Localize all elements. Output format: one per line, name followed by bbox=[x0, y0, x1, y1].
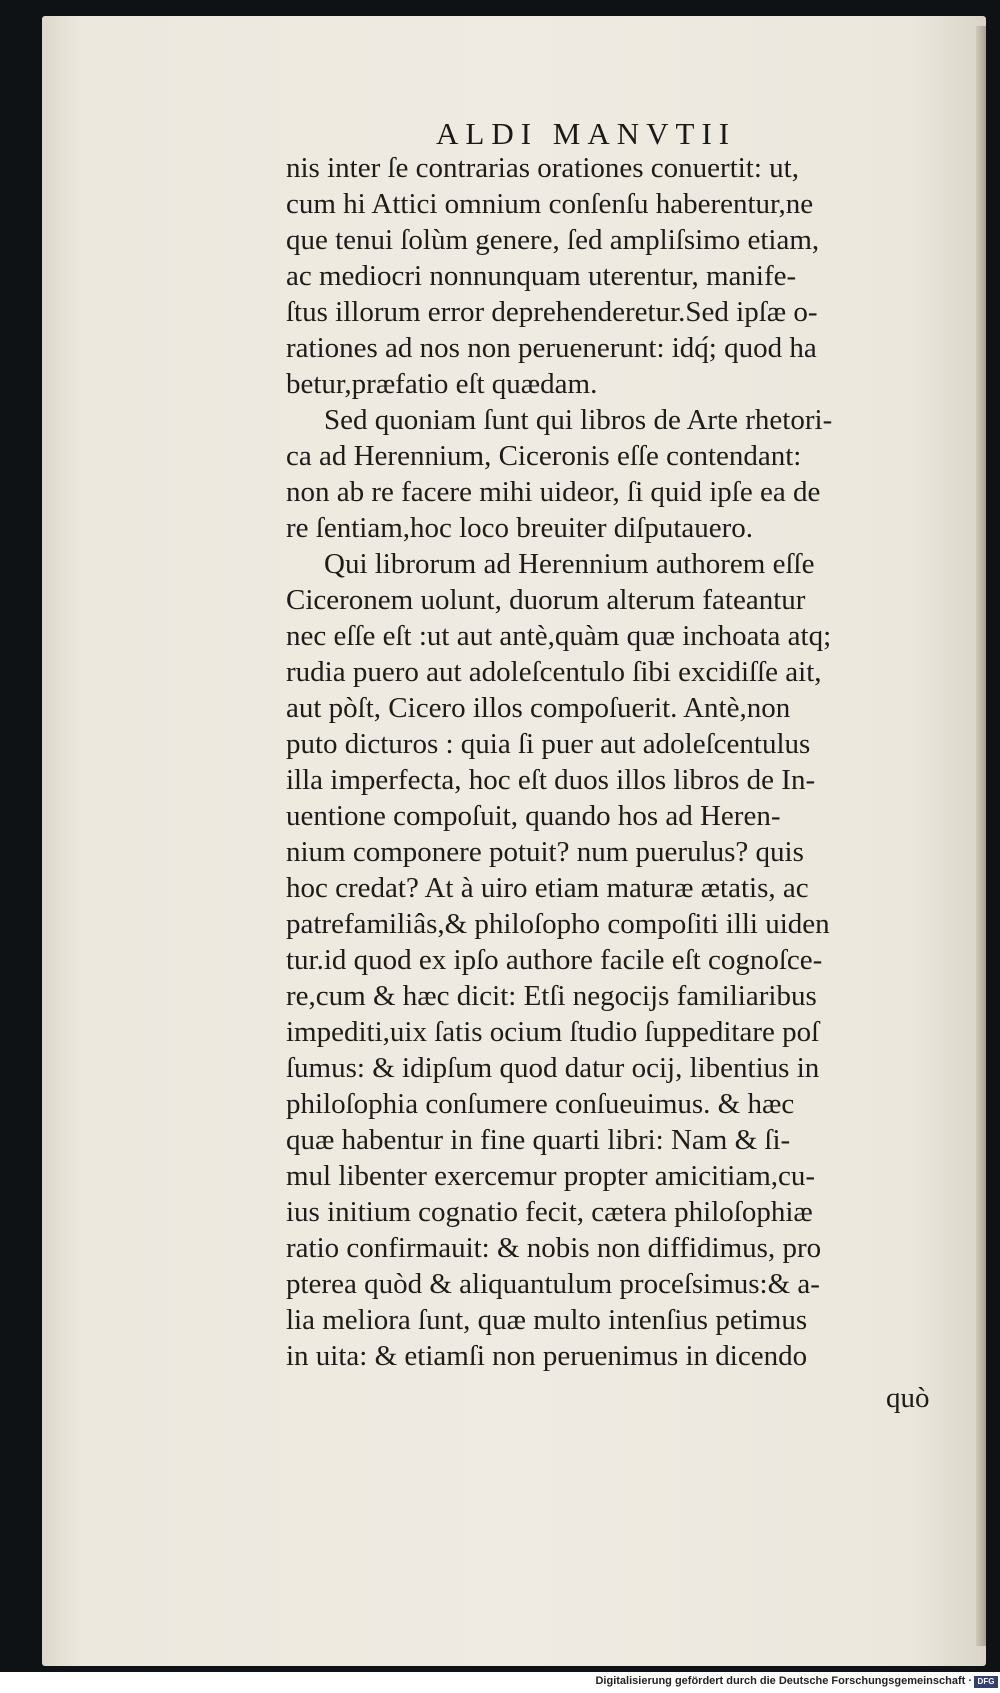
text-line: tur.id quod ex ipſo authore facile eſt cognoſce- bbox=[286, 944, 823, 976]
footer-bar bbox=[0, 1672, 1000, 1693]
text-line: ius initium cognatio fecit, cætera philoſophiæ bbox=[286, 1196, 813, 1228]
text-line: philoſophia conſumere conſueuimus. & hæc bbox=[286, 1088, 795, 1120]
page-edge bbox=[976, 26, 986, 1646]
text-line: patrefamiliâs,& philoſopho compoſiti illi uiden bbox=[286, 908, 830, 940]
paragraph-start-line: Sed quoniam ſunt qui libros de Arte rhetori- bbox=[324, 404, 833, 436]
text-line: ſumus: & idipſum quod datur ocij, libentius in bbox=[286, 1052, 820, 1084]
text-line: ſtus illorum error deprehenderetur.Sed ipſæ o- bbox=[286, 296, 818, 328]
text-line: hoc credat? At à uiro etiam maturæ ætatis, ac bbox=[286, 872, 809, 904]
catchword: quò bbox=[886, 1382, 930, 1414]
text-line: non ab re facere mihi uideor, ſi quid ipſe ea de bbox=[286, 476, 821, 508]
running-title: ALDI MANVTII bbox=[436, 116, 737, 151]
text-line: Ciceronem uolunt, duorum alterum fateantur bbox=[286, 584, 806, 616]
text-line: betur,præfatio eſt quædam. bbox=[286, 368, 598, 400]
text-line: lia meliora ſunt, quæ multo intenſius petimus bbox=[286, 1304, 808, 1336]
text-line: ca ad Herennium, Ciceronis eſſe contendant: bbox=[286, 440, 802, 472]
text-line: cum hi Attici omnium conſenſu haberentur,ne bbox=[286, 188, 814, 220]
text-line: in uita: & etiamſi non peruenimus in dicendo bbox=[286, 1340, 808, 1372]
text-line: puto dicturos : quia ſi puer aut adoleſcentulus bbox=[286, 728, 811, 760]
text-line: illa imperfecta, hoc eſt duos illos libros de In- bbox=[286, 764, 816, 796]
text-line: nis inter ſe contrarias orationes conuertit: ut, bbox=[286, 152, 799, 184]
text-line: re,cum & hæc dicit: Etſi negocijs familiaribus bbox=[286, 980, 817, 1012]
text-line: impediti,uix ſatis ocium ſtudio ſuppeditare poſ bbox=[286, 1016, 820, 1048]
text-line: ac mediocri nonnunquam uterentur, manife- bbox=[286, 260, 797, 292]
text-line: rationes ad nos non peruenerunt: idq́; quod ha bbox=[286, 332, 817, 364]
text-line: que tenui ſolùm genere, ſed ampliſsimo etiam, bbox=[286, 224, 820, 256]
text-line: pterea quòd & aliquantulum proceſsimus:& a- bbox=[286, 1268, 820, 1300]
text-line: ratio confirmauit: & nobis non diffidimus, pro bbox=[286, 1232, 822, 1264]
text-line: nec eſſe eſt :ut aut antè,quàm quæ inchoata atq; bbox=[286, 620, 832, 652]
dfg-logo: DFG bbox=[974, 1676, 998, 1688]
funding-credit: Digitalisierung gefördert durch die Deutsche Forschungsgemeinschaft · bbox=[595, 1675, 972, 1687]
body-text bbox=[286, 150, 946, 1374]
text-line: quæ habentur in fine quarti libri: Nam & ſi- bbox=[286, 1124, 791, 1156]
paragraph-start-line: Qui librorum ad Herennium authorem eſſe bbox=[324, 548, 815, 580]
text-line: nium componere potuit? num puerulus? quis bbox=[286, 836, 804, 868]
text-line: aut pòſt, Cicero illos compoſuerit. Antè,non bbox=[286, 692, 791, 724]
text-line: uentione compoſuit, quando hos ad Heren- bbox=[286, 800, 781, 832]
text-line: mul libenter exercemur propter amicitiam,cu- bbox=[286, 1160, 816, 1192]
text-line: rudia puero aut adoleſcentulo ſibi excidiſſe ait, bbox=[286, 656, 822, 688]
text-line: re ſentiam,hoc loco breuiter diſputauero. bbox=[286, 512, 754, 544]
